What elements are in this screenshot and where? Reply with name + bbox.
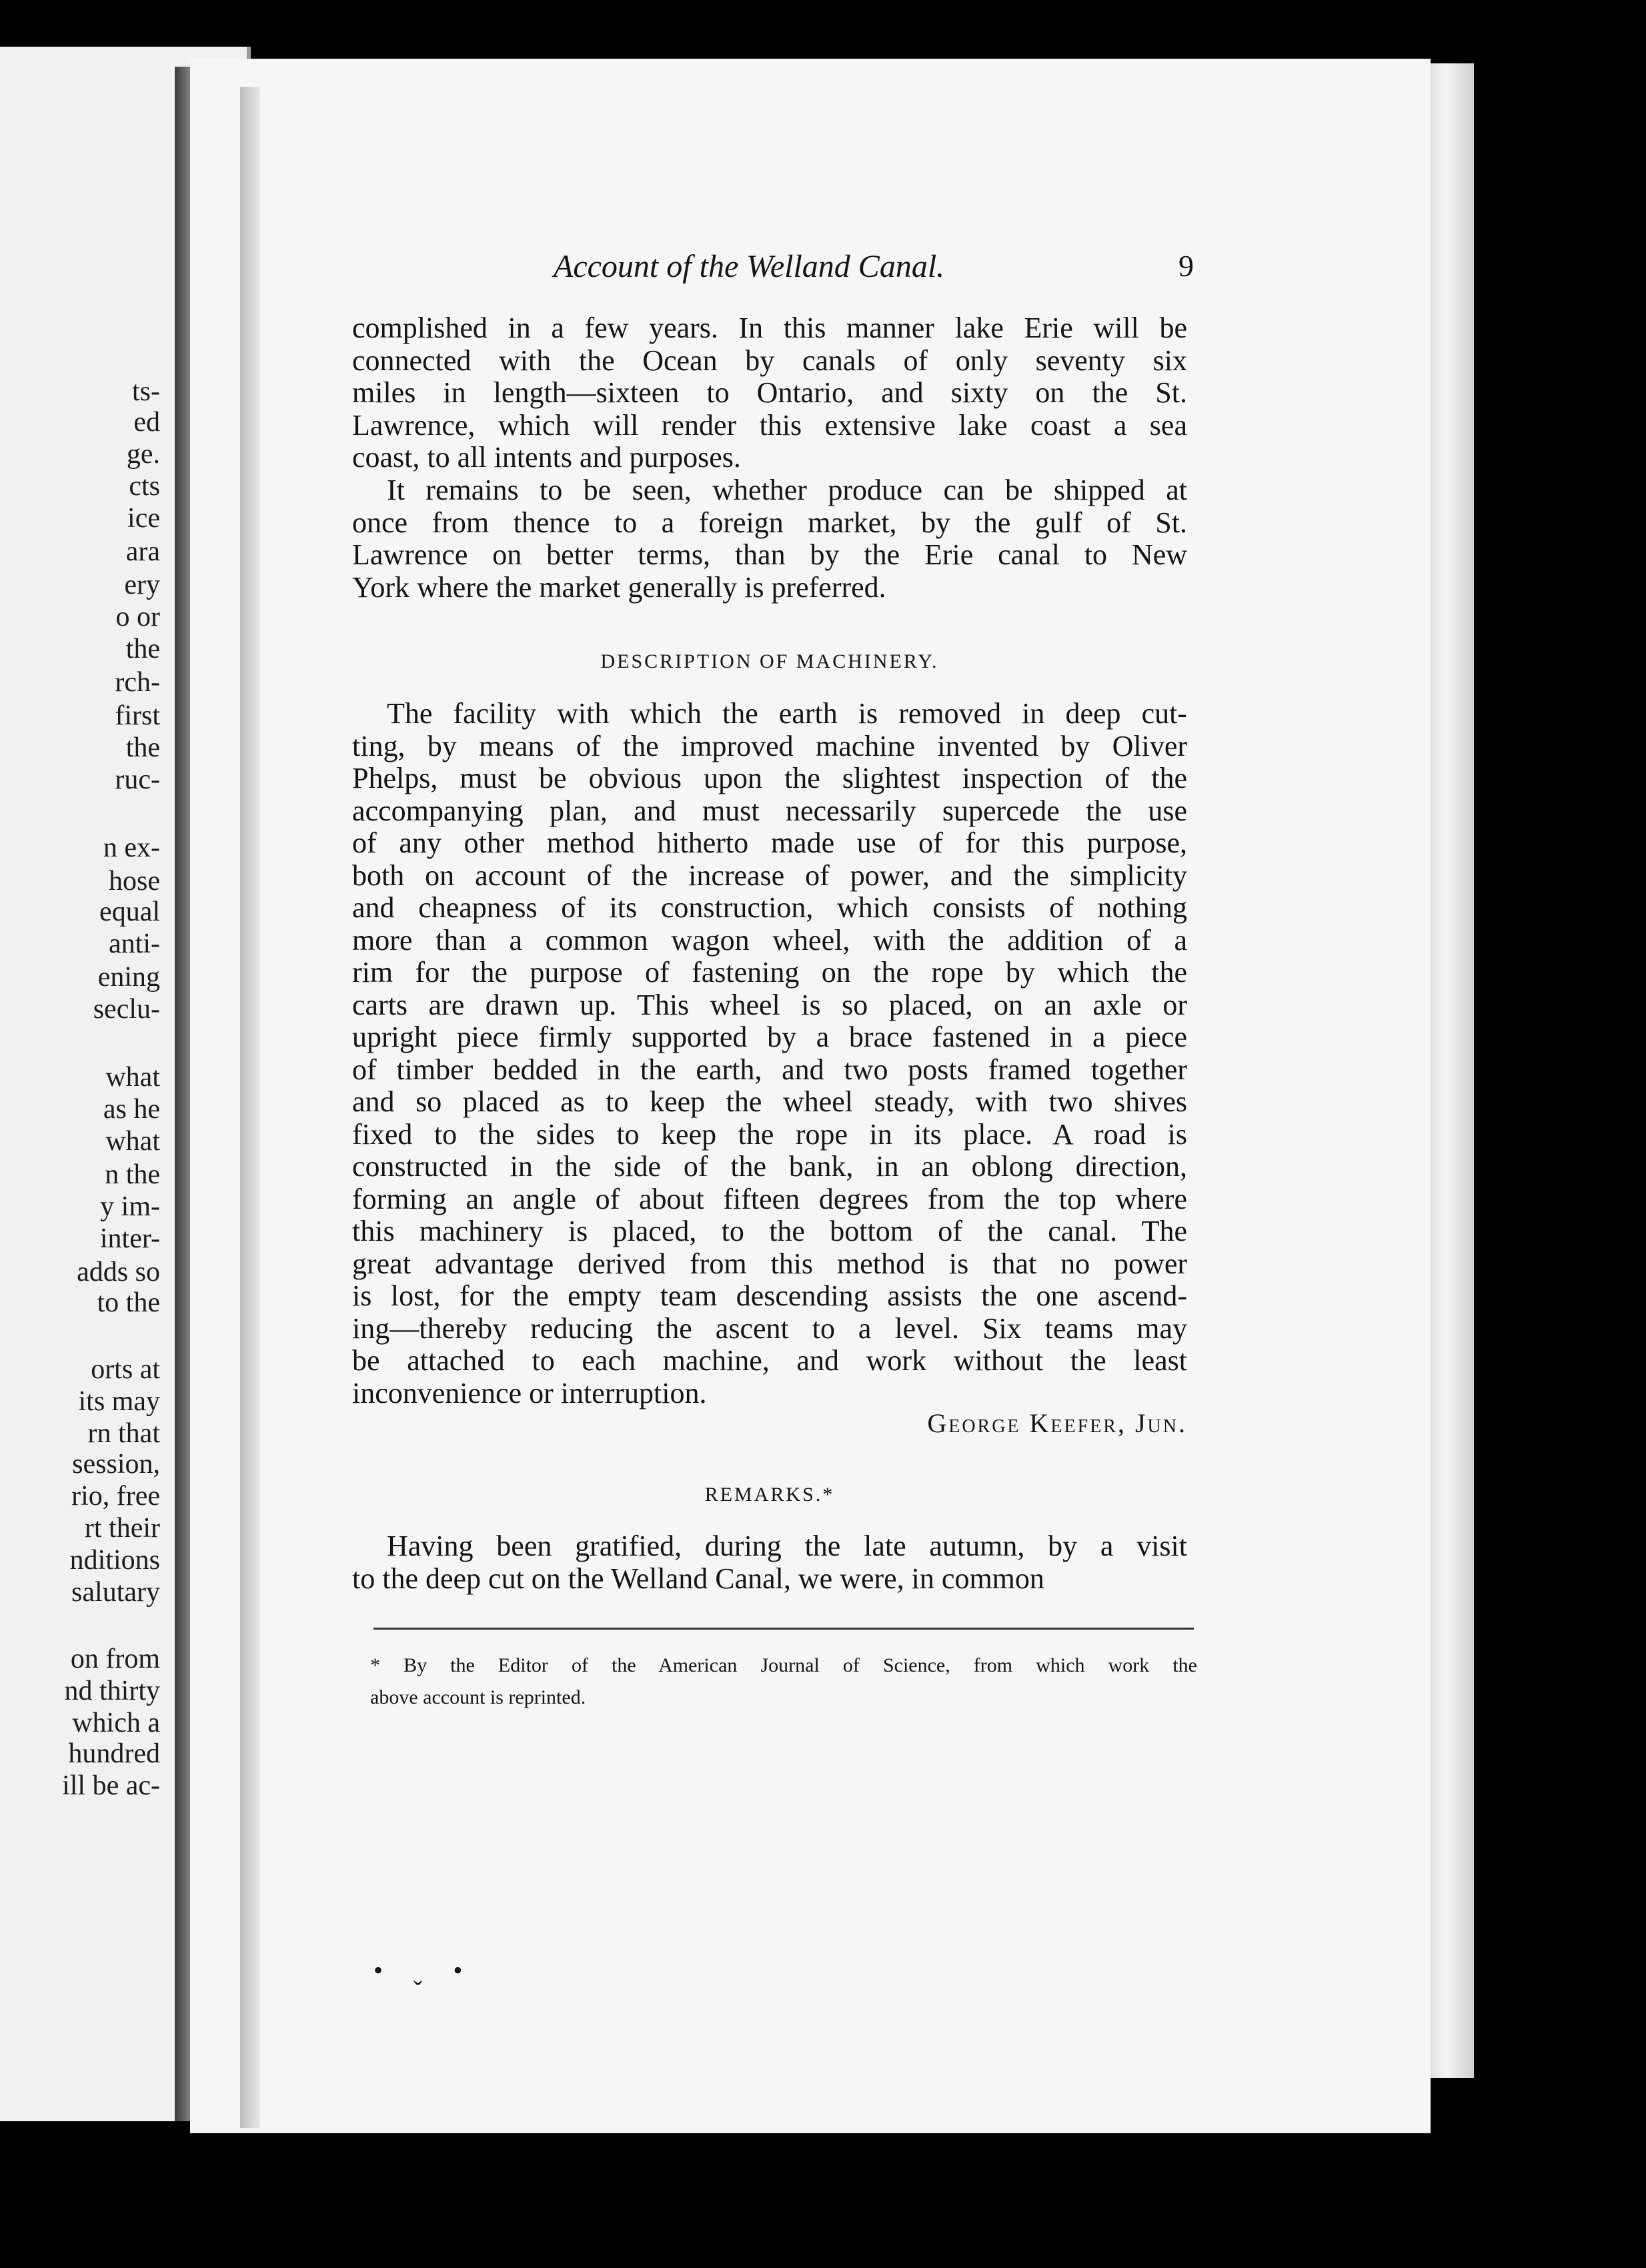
previous-page-line: inter- — [99, 1223, 160, 1254]
text-line: miles in length—sixteen to Ontario, and sixty on the St. — [352, 376, 1187, 409]
inner-gutter — [240, 87, 260, 2128]
previous-page-line: first — [115, 700, 160, 731]
text-line: complished in a few years. In this manner lake Erie will be — [352, 312, 1187, 344]
previous-page-line: session, — [72, 1449, 160, 1480]
previous-page-line: the — [125, 634, 160, 664]
text-line: of timber bedded in the earth, and two posts framed together — [352, 1053, 1187, 1086]
previous-page-line: adds so — [77, 1257, 160, 1287]
previous-page-line: ice — [127, 503, 160, 534]
previous-page-line: ruc- — [115, 764, 160, 795]
previous-page-line: rt their — [84, 1513, 160, 1544]
text-line: upright piece firmly supported by a brace fastened in a piece — [352, 1021, 1187, 1053]
previous-page-line: orts at — [91, 1354, 160, 1385]
text-line: coast, to all intents and purposes. — [352, 441, 741, 474]
previous-page-line: ening — [97, 962, 160, 993]
previous-page-line: o or — [115, 602, 160, 632]
previous-page-line: rio, free — [71, 1481, 160, 1512]
text-line: accompanying plan, and must necessarily supercede the use — [352, 794, 1187, 827]
text-line: constructed in the side of the bank, in an oblong direction, — [352, 1150, 1187, 1183]
text-line: be attached to each machine, and work without the least — [352, 1344, 1187, 1377]
text-line: connected with the Ocean by canals of only seventy six — [352, 344, 1187, 377]
footnote-line: above account is reprinted. — [370, 1686, 586, 1708]
text-line: both on account of the increase of power, and the simplicity — [352, 859, 1187, 892]
previous-page-line: its may — [78, 1386, 160, 1417]
text-line: to the deep cut on the Welland Canal, we were, in common — [352, 1562, 1044, 1595]
page-header — [554, 248, 1194, 288]
text-line: of any other method hitherto made use of for this purpose, — [352, 826, 1187, 859]
previous-page-line: what — [105, 1062, 160, 1093]
previous-page-line: salutary — [71, 1577, 160, 1608]
text-line: fixed to the sides to keep the rope in its place. A road is — [352, 1117, 1187, 1151]
previous-page-line: anti- — [109, 929, 160, 959]
text-line: rim for the purpose of fastening on the rope by which the — [352, 956, 1187, 989]
previous-page-line: equal — [99, 897, 160, 927]
author-signature: George Keefer, Jun. — [927, 1408, 1187, 1438]
heading-description-of-machinery: DESCRIPTION OF MACHINERY. — [600, 650, 939, 672]
text-line: inconvenience or interruption. — [352, 1376, 707, 1409]
previous-page-line: to the — [97, 1287, 160, 1318]
previous-page-line: ts- — [132, 376, 160, 407]
previous-page-line: the — [125, 732, 160, 763]
stray-marks: • ˬ • — [373, 1955, 475, 1985]
previous-page-line: ara — [125, 536, 160, 567]
text-line: York where the market generally is preferred. — [352, 570, 886, 604]
text-line: Phelps, must be obvious upon the slightest inspection of the — [352, 762, 1187, 794]
previous-page-line: n ex- — [103, 832, 160, 863]
previous-page-line: rch- — [115, 667, 160, 698]
previous-page-line: seclu- — [93, 994, 160, 1025]
previous-page-line: cts — [129, 471, 160, 502]
text-line: this machinery is placed, to the bottom of the canal. The — [352, 1215, 1187, 1247]
text-line: and cheapness of its construction, which consists of nothing — [352, 891, 1187, 924]
text-line: and so placed as to keep the wheel steady, with two shives — [352, 1085, 1187, 1118]
previous-page-line: hose — [109, 866, 160, 897]
text-line: ing—thereby reducing the ascent to a level. Six teams may — [352, 1311, 1187, 1345]
previous-page-line: ge. — [126, 439, 160, 470]
text-line: is lost, for the empty team descending assists the one ascend- — [352, 1279, 1187, 1312]
text-line: Lawrence, which will render this extensive lake coast a sea — [352, 408, 1187, 442]
previous-page-line: as he — [103, 1094, 160, 1125]
previous-page-line: which a — [72, 1708, 160, 1738]
previous-page-line: on from — [70, 1644, 160, 1674]
previous-page-line: rn that — [87, 1418, 160, 1449]
previous-page-line: ed — [133, 407, 160, 438]
previous-page-line: ill be ac- — [62, 1770, 160, 1801]
heading-remarks: REMARKS.* — [704, 1484, 835, 1506]
previous-page-line: y im- — [100, 1191, 160, 1222]
page-edge — [1427, 63, 1474, 2078]
text-line: great advantage derived from this method is that no power — [352, 1247, 1187, 1280]
previous-page-line: ery — [124, 570, 160, 600]
footnote-rule — [373, 1628, 1194, 1630]
footnote-line: * By the Editor of the American Journal of Science, from which work the — [370, 1654, 1197, 1676]
previous-page-line: hundred — [68, 1738, 160, 1769]
running-title: Account of the Welland Canal. — [554, 249, 945, 284]
text-line: The facility with which the earth is removed in deep cut- — [387, 697, 1187, 730]
text-line: carts are drawn up. This wheel is so placed, on an axle or — [352, 988, 1187, 1021]
previous-page-line: nditions — [69, 1545, 160, 1576]
previous-page-line: what — [105, 1126, 160, 1157]
previous-page-line: nd thirty — [64, 1676, 160, 1706]
text-line: forming an angle of about fifteen degrees from the top where — [352, 1182, 1187, 1215]
text-line: Lawrence on better terms, than by the Erie canal to New — [352, 538, 1187, 571]
text-line: Having been gratified, during the late autumn, by a visit — [387, 1530, 1187, 1562]
page-number: 9 — [1178, 249, 1194, 283]
text-line: once from thence to a foreign market, by the gulf of St. — [352, 506, 1187, 539]
text-line: It remains to be seen, whether produce can be shipped at — [387, 474, 1187, 506]
text-line: more than a common wagon wheel, with the addition of a — [352, 923, 1187, 957]
previous-page-line: n the — [105, 1159, 160, 1190]
text-line: ting, by means of the improved machine invented by Oliver — [352, 729, 1187, 762]
